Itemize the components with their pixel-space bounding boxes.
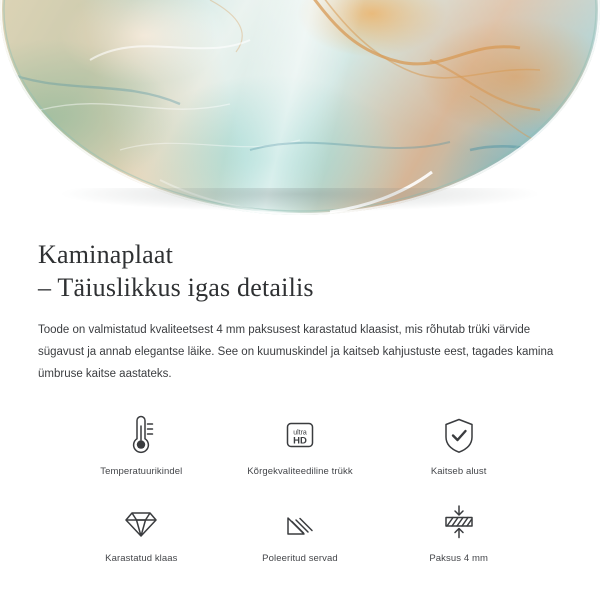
thermometer-icon xyxy=(119,412,163,458)
marble-artwork xyxy=(0,0,600,224)
ultra-hd-icon xyxy=(277,412,323,458)
feature-label: Kõrgekvaliteediline trükk xyxy=(247,465,353,477)
feature-label: Karastatud klaas xyxy=(105,552,178,564)
feature-label: Poleeritud servad xyxy=(262,552,338,564)
diamond-icon xyxy=(118,499,164,545)
feature-item-surface-protection xyxy=(379,412,538,477)
polished-edges-icon xyxy=(277,499,323,545)
page-title xyxy=(38,238,562,305)
feature-item-tempered-glass xyxy=(62,499,221,564)
feature-item-thickness xyxy=(379,499,538,564)
title-line-1: Kaminaplaat xyxy=(38,240,174,269)
svg-text:ultra: ultra xyxy=(293,429,307,437)
feature-label: Temperatuurikindel xyxy=(100,465,183,477)
feature-item-temperature xyxy=(62,412,221,477)
hero-product-image xyxy=(0,0,600,224)
feature-label: Paksus 4 mm xyxy=(429,552,488,564)
content-block xyxy=(0,224,600,564)
feature-grid xyxy=(38,412,562,564)
thickness-arrows-icon xyxy=(436,499,482,545)
title-line-2: – Täiuslikkus igas detailis xyxy=(38,273,314,303)
shield-check-icon xyxy=(437,412,481,458)
feature-item-print-quality xyxy=(221,412,380,477)
svg-text:HD: HD xyxy=(293,435,307,447)
feature-item-polished-edges xyxy=(221,499,380,564)
product-description: Toode on valmistatud kvaliteetsest 4 mm paksusest karastatud klaasist, mis rõhutab trüki värvide sügavust ja annab elegantse läike. See on kuumuskindel ja kaitseb kahjustuste eest, tagades kamina ümbruse kaitse aastateks. xyxy=(38,323,554,381)
feature-label: Kaitseb alust xyxy=(430,465,487,477)
